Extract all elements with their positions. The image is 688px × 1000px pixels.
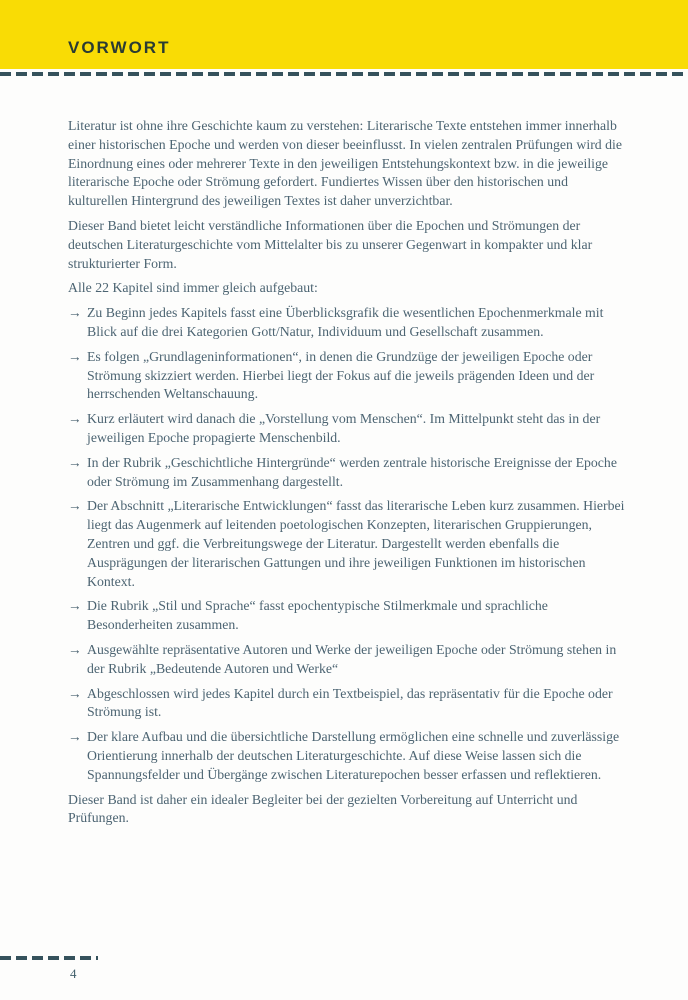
list-item-text: Die Rubrik „Stil und Sprache“ fasst epochentypische Stilmerkmale und sprachliche Besonderheiten zusammen. [87,598,548,633]
outro-paragraph: Dieser Band ist daher ein idealer Begleiter bei der gezielten Vorbereitung auf Unterricht und Prüfungen. [68,791,578,826]
arrow-bullet-icon: → [68,454,82,470]
arrow-bullet-icon: → [68,685,82,701]
preface-body [68,117,625,834]
list-item-text: Es folgen „Grundlageninformationen“, in denen die Grundzüge der jeweiligen Epoche oder Strömung skizziert werden. Hierbei liegt der Fokus auf die jeweils prägenden Ideen und der herrschenden Weltanschauung. [87,348,595,402]
intro-paragraph-1: Literatur ist ohne ihre Geschichte kaum zu verstehen: Literarische Texte entstehen immer innerhalb einer historischen Epoche und werden von dieser beeinflusst. In vielen zentralen Prüfungen wird die Einordnung eines oder mehrerer Texte in den jeweiligen Entstehungskontext bzw. in die jeweilige literarische Epoche oder Strömung gefordert. Fundiertes Wissen über den historischen und kulturellen Hintergrund des jeweiligen Textes ist daher unverzichtbar. [68,118,622,209]
list-item-text: Der Abschnitt „Literarische Entwicklungen“ fasst das literarische Leben kurz zusammen. Hierbei liegt das Augenmerk auf leitenden poetologischen Konzepten, literarischen Gruppierungen, Zentren und ggf. die Verbreitungswege der Literatur. Dargestellt werden ebenfalls die Ausprägungen der literarischen Gattungen und ihre jeweiligen Funktionen im historischen Kontext. [87,498,625,589]
arrow-bullet-icon: → [68,641,82,657]
list-item [68,597,625,635]
chapter-header-band [0,0,688,69]
page-title: VORWORT [68,38,171,57]
arrow-bullet-icon: → [68,411,82,427]
list-item [68,497,625,591]
list-item [68,304,625,342]
dashed-divider-top [0,72,688,76]
list-item [68,410,625,448]
arrow-bullet-icon: → [68,598,82,614]
arrow-bullet-icon: → [68,729,82,745]
list-item [68,685,625,723]
list-item [68,641,625,679]
list-item-text: Abgeschlossen wird jedes Kapitel durch ein Textbeispiel, das repräsentativ für die Epoche oder Strömung ist. [87,685,613,720]
list-item-text: Ausgewählte repräsentative Autoren und Werke der jeweiligen Epoche oder Strömung stehen in der Rubrik „Bedeutende Autoren und Werke“ [87,641,617,676]
list-item-text: Kurz erläutert wird danach die „Vorstellung vom Menschen“. Im Mittelpunkt steht das in der jeweiligen Epoche propagierte Menschenbild. [87,411,601,445]
list-item [68,454,625,492]
arrow-bullet-icon: → [68,348,82,364]
intro-paragraph-2: Dieser Band bietet leicht verständliche Informationen über die Epochen und Strömungen der deutschen Literaturgeschichte vom Mittelalter bis zu unserer Gegenwart in kompakter und klar strukturierter Form. [68,217,593,271]
list-item [68,728,625,784]
list-item [68,348,625,404]
dashed-divider-bottom [0,956,98,960]
arrow-bullet-icon: → [68,498,82,514]
page-number: 4 [70,966,77,981]
list-item-text: In der Rubrik „Geschichtliche Hintergründe“ werden zentrale historische Ereignisse der Epoche oder Strömung im Zusammenhang dargestellt. [87,454,617,489]
arrow-bullet-icon: → [68,305,82,321]
chapter-structure-list [68,304,625,784]
list-item-text: Zu Beginn jedes Kapitels fasst eine Überblicksgrafik die wesentlichen Epochenmerkmale mit Blick auf die drei Kategorien Gott/Natur, Individuum und Gesellschaft zusammen. [87,305,604,339]
list-item-text: Der klare Aufbau und die übersichtliche Darstellung ermöglichen eine schnelle und zuverlässige Orientierung innerhalb der deutschen Literaturgeschichte. Auf diese Weise lassen sich die Spannungsfelder und Übergänge zwischen Literaturepochen besser erfassen und reflektieren. [87,729,620,782]
intro-paragraph-3: Alle 22 Kapitel sind immer gleich aufgebaut: [68,280,318,296]
